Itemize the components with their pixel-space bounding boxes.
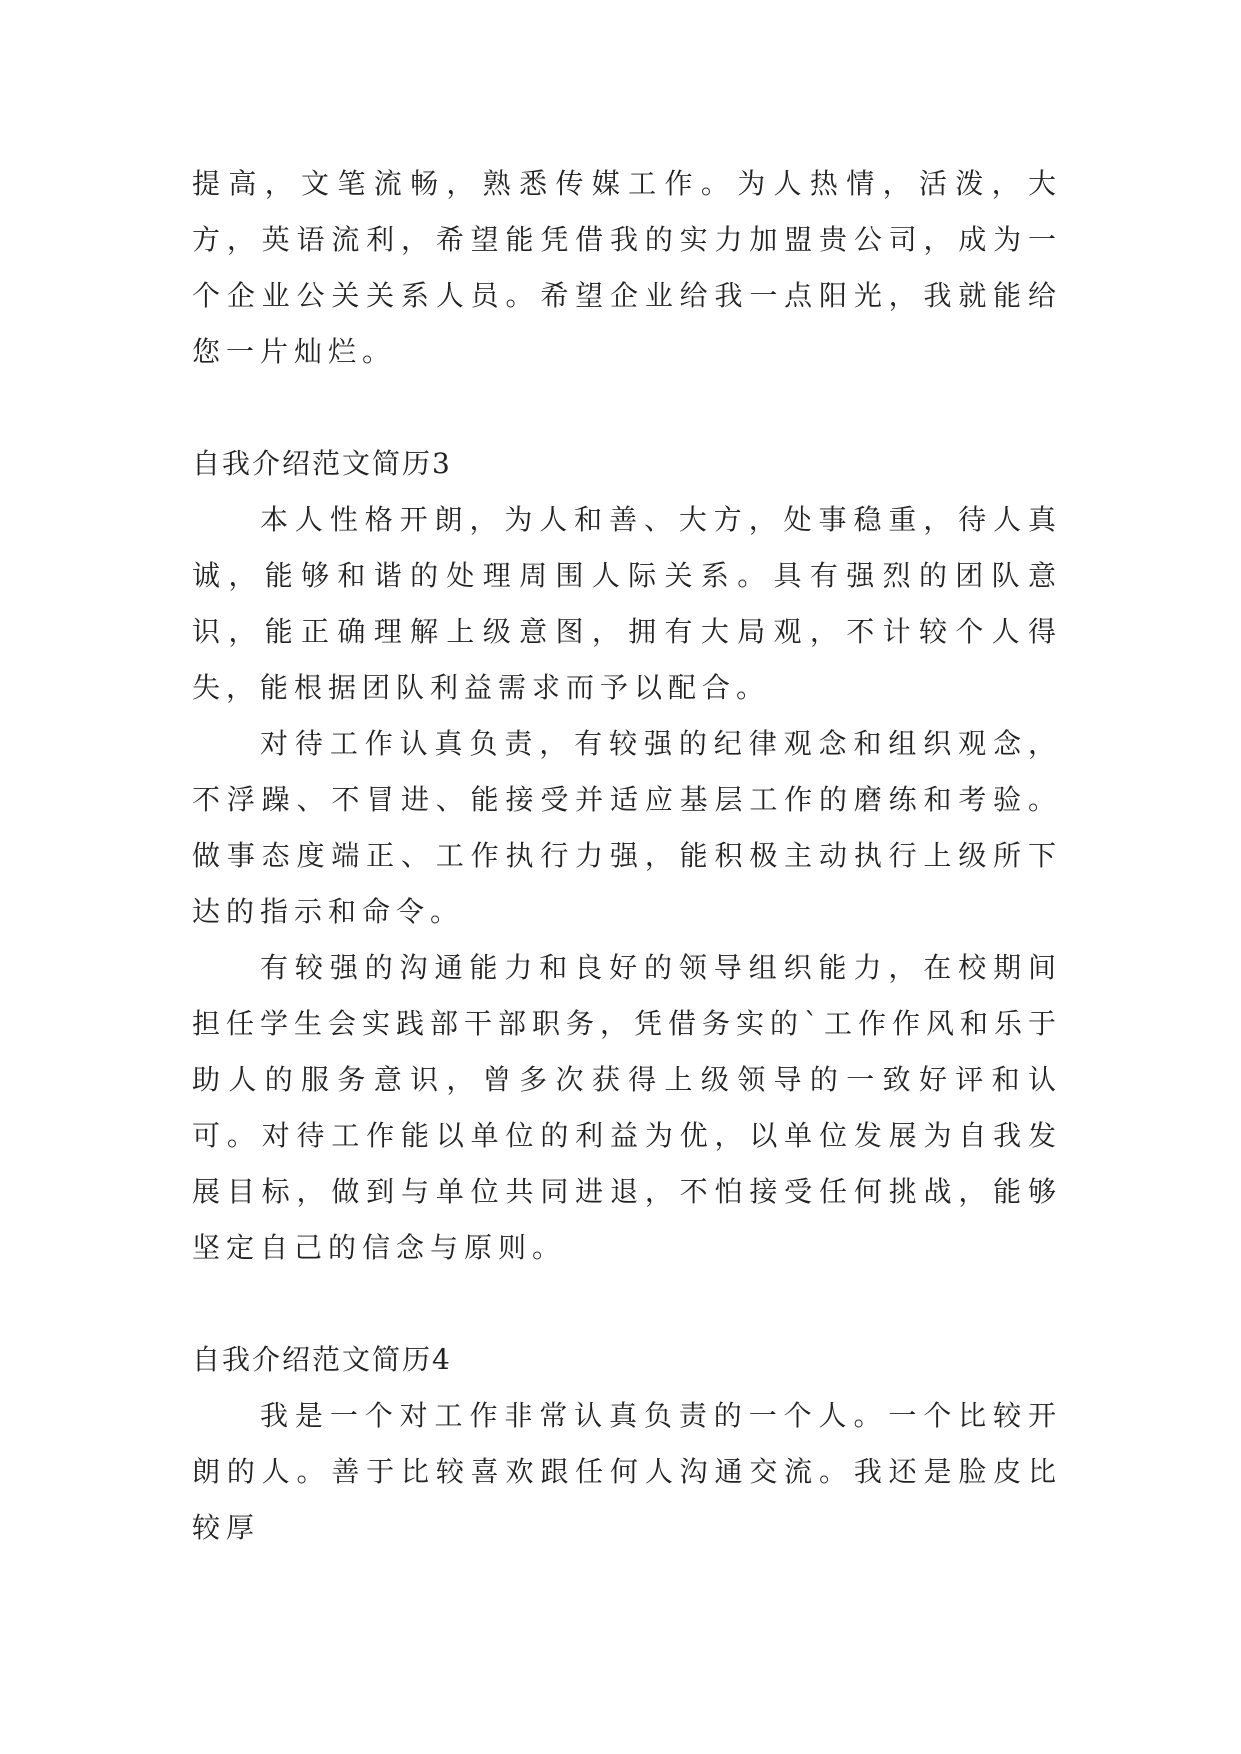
section3-paragraph-2: 对待工作认真负责，有较强的纪律观念和组织观念，不浮躁、不冒进、能接受并适应基层工作的磨练和考验。做事态度端正、工作执行力强，能积极主动执行上级所下达的指示和命令。	[192, 727, 1062, 928]
document-body	[192, 156, 1062, 1556]
section-heading-3: 自我介绍范文简历3	[192, 447, 452, 480]
section3-paragraph-3: 有较强的沟通能力和良好的领导组织能力，在校期间担任学生会实践部干部职务，凭借务实的`工作作风和乐于助人的服务意识，曾多次获得上级领导的一致好评和认可。对待工作能以单位的利益为优，以单位发展为自我发展目标，做到与单位共同进退，不怕接受任何挑战，能够坚定自己的信念与原则。	[192, 951, 1063, 1264]
section-heading-4: 自我介绍范文简历4	[192, 1343, 452, 1376]
section4-paragraph-1: 我是一个对工作非常认真负责的一个人。一个比较开朗的人。善于比较喜欢跟任何人沟通交流。我还是脸皮比较厚	[192, 1399, 1062, 1544]
intro-paragraph: 提高，文笔流畅，熟悉传媒工作。为人热情，活泼，大方，英语流利，希望能凭借我的实力加盟贵公司，成为一个企业公关关系人员。希望企业给我一点阳光，我就能给您一片灿烂。	[192, 167, 1062, 368]
section3-paragraph-1: 本人性格开朗，为人和善、大方，处事稳重，待人真诚，能够和谐的处理周围人际关系。具有强烈的团队意识，能正确理解上级意图，拥有大局观，不计较个人得失，能根据团队利益需求而予以配合。	[192, 503, 1062, 704]
